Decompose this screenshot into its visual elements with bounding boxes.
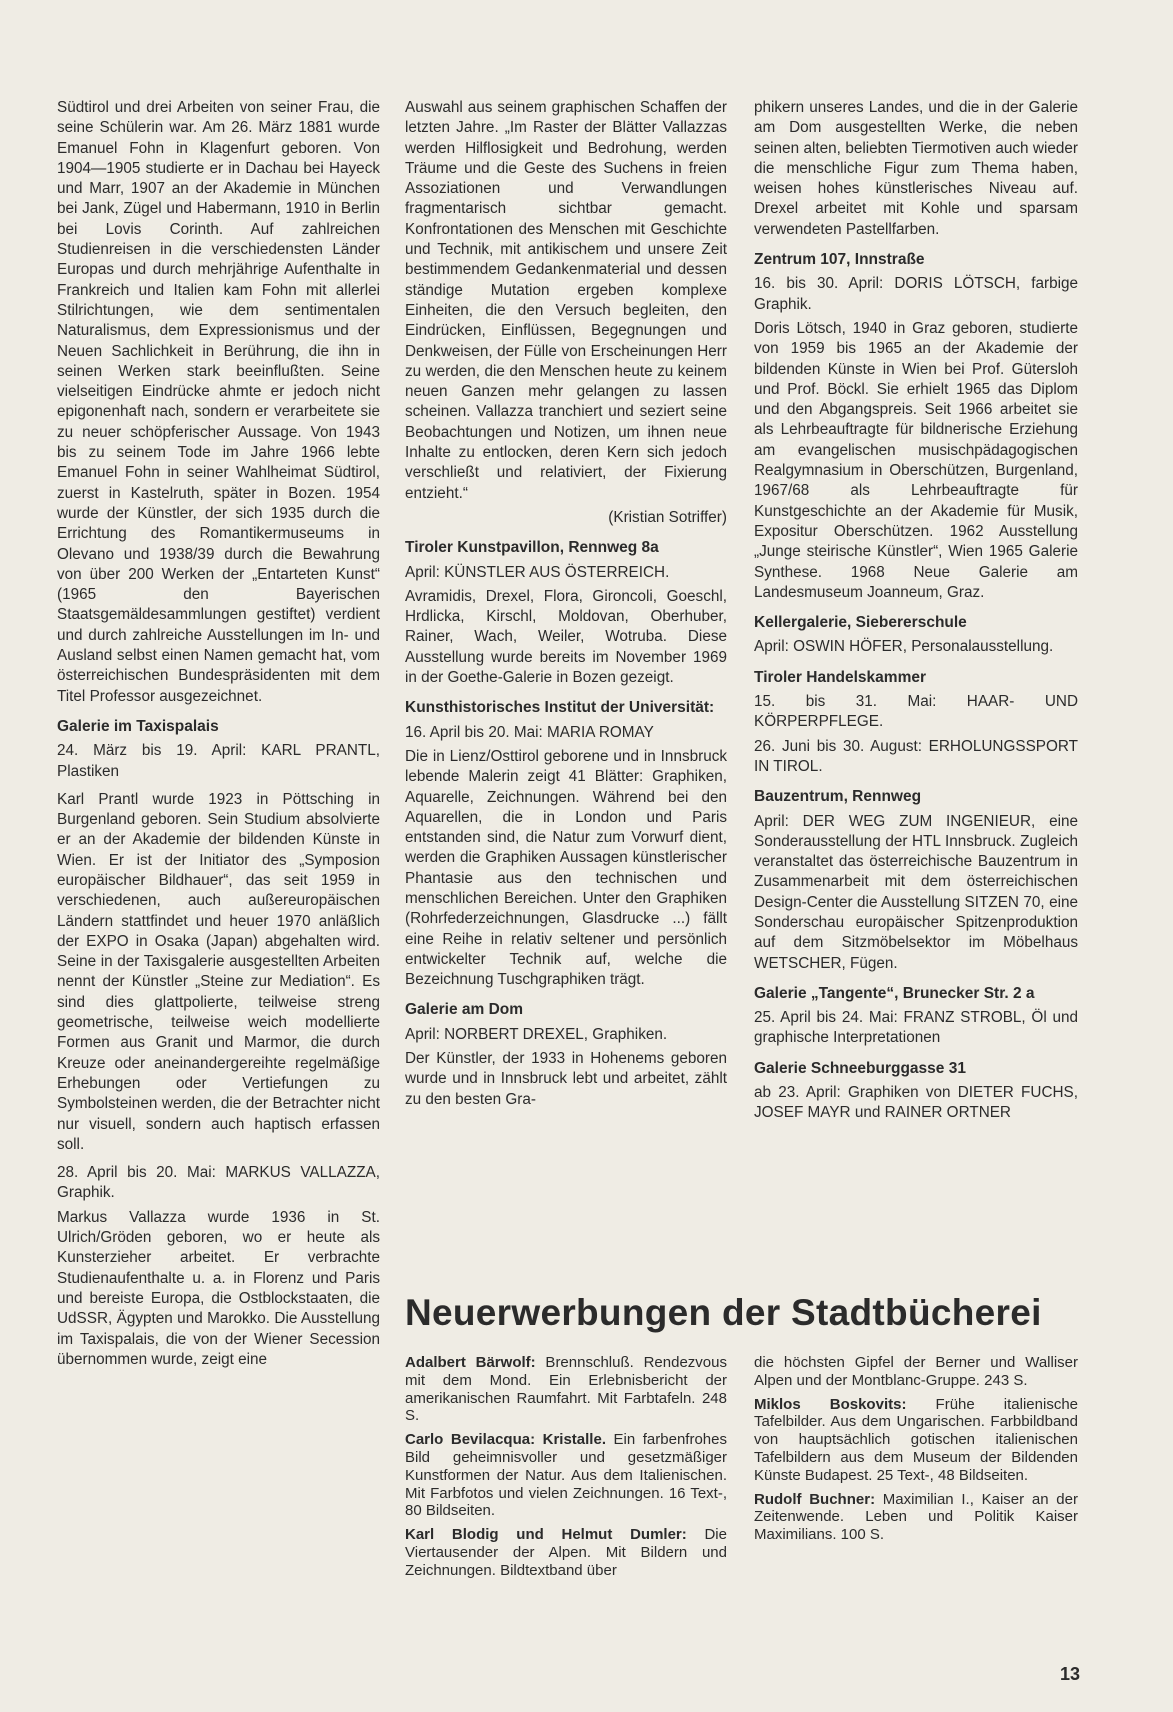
loetsch-text: Doris Lötsch, 1940 in Graz geboren, studierte von 1959 bis 1965 an der Akademie der bildenden Künste in Wien bei Prof. Gütersloh und Prof. Böckl. Sie erhielt 1965 das Diplom und den Abgangspreis. Seit 1966 arbeitet sie als Lehrbeauftragte für bildnerische Erziehung am evangelischen musischpädagogischen Realgymnasium in Oberschützen, Burgenland, 1967/68 als Lehrbeauftragte für Kunstgeschichte an der Akademie für Musik, Expositur Oberschützen. 1962 Ausstellung „Junge steirische Künstler“, Wien 1965 Galerie Synthese. 1968 Neue Galerie am Landesmuseum Joanneum, Graz. — [754, 319, 1078, 601]
handelskammer-june: 26. Juni bis 30. August: ERHOLUNGSSPORT IN TIROL. — [754, 737, 1078, 775]
page-number: 13 — [1059, 1664, 1080, 1684]
book-entry-continued: die höchsten Gipfel der Berner und Walliser Alpen und der Montblanc-Gruppe. 243 S. — [754, 1354, 1078, 1389]
kunstpavillon-dates: April: KÜNSTLER AUS ÖSTERREICH. — [405, 563, 670, 581]
book-description: Maximilian I., Kaiser an der Zeitenwende. Leben und Politik Kaiser Maximilians. 100 S. — [754, 1490, 1078, 1544]
heading-kellergalerie: Kellergalerie, Siebererschule — [754, 614, 967, 632]
romay-dates: 16. April bis 20. Mai: MARIA ROMAY — [405, 723, 654, 741]
prantl-text: Karl Prantl wurde 1923 in Pöttsching in Burgenland geboren. Sein Studium absolvierte er an der Akademie der bildenden Künste in Wien. Er ist der Initiator des „Symposion europäischer Bildhauer“, das seit 1959 in verschiedenen, auch außereuropäischen Ländern stattfindet und heuer 1970 anläßlich der EXPO in Osaka (Japan) abgehalten wird. Seine in der Taxisgalerie ausgestellten Arbeiten nennt der Künstler „Steine zur Mediation“. Es sind dies glattpolierte, teilweise streng geometrische, teilweise weich modellierte Formen aus Granit und Marmor, die durch Kreuze oder aneinandergereihte regelmäßige Erhebungen oder Vertiefungen zu Symbolsteinen werden, die der Betrachter nicht nur visuell, sondern auch haptisch erfassen soll. — [57, 790, 380, 1153]
heading-zentrum-107: Zentrum 107, Innstraße — [754, 251, 925, 269]
book-list-left — [405, 1354, 727, 1586]
heading-galerie-am-dom: Galerie am Dom — [405, 1001, 524, 1019]
heading-galerie-taxispalais: Galerie im Taxispalais — [57, 717, 219, 735]
book-author: Rudolf Buchner: — [754, 1490, 876, 1508]
column-left — [57, 98, 380, 1378]
book-description: Brennschluß. Rendezvous mit dem Mond. Ein Erlebnisbericht der amerikanischen Raumfahrt. Mit Farbtafeln. 248 S. — [405, 1354, 727, 1425]
book-author: Miklos Boskovits: — [754, 1395, 907, 1413]
loetsch-dates: 16. bis 30. April: DORIS LÖTSCH, farbige Graphik. — [754, 275, 1078, 313]
book-entry — [754, 1491, 1078, 1544]
kunstpavillon-text: Avramidis, Drexel, Flora, Gironcoli, Goeschl, Hrdlicka, Kirschl, Moldovan, Oberhuber, Rainer, Wach, Weiler, Wotruba. Diese Ausstellung wurde bereits im November 1969 in der Goethe-Galerie in Bozen gezeigt. — [405, 587, 727, 687]
fohn-biography: Südtirol und drei Arbeiten von seiner Frau, die seine Schülerin war. Am 26. März 1881 wurde Emanuel Fohn in Klagenfurt geboren. Von 1904—1905 studierte er in Dachau bei Hayeck und Marr, 1907 an der Akademie in München bei Jank, Zügel und Habermann, 1910 in Berlin bei Lovis Corinth. Auf zahlreichen Studienreisen in die verschiedensten Länder Europas und durch mehrjährige Aufenthalte in Frankreich und Italien kam Fohn mit allerlei Stilrichtungen, wie dem sentimentalen Naturalismus, dem Expressionismus und der Neuen Sachlichkeit in Berührung, die ihn in seinen Werken stark beeinflußten. Seine vielseitigen Eindrücke ahmte er jedoch nicht epigonenhaft nach, sondern er verarbeitete sie zu neuer schöpferischer Aussage. Von 1943 bis zu seinem Tode im Jahre 1966 lebte Emanuel Fohn in seiner Wahlheimat Südtirol, zuerst in Kastelruth, später in Bozen. 1954 wurde der Künstler, der sich 1935 durch die Errichtung des Romantikermuseums in Olevano und 1938/39 durch die Bewahrung von über 200 Werken der „Entarteten Kunst“ (1965 den Bayerischen Staatsgemäldesammlungen gestiftet) verdient und durch zahlreiche Ausstellungen im In- und Ausland selbst einen Namen gemacht hat, vom österreichischen Bundespräsidenten mit dem Titel Professor ausgezeichnet. — [57, 99, 380, 705]
book-author: Karl Blodig und Helmut Dumler: — [405, 1526, 687, 1544]
book-description: Die Viertausender der Alpen. Mit Bildern und Zeichnungen. Bildtextband über — [405, 1526, 727, 1579]
heading-handelskammer: Tiroler Handelskammer — [754, 668, 927, 686]
vallazza-dates: 28. April bis 20. Mai: MARKUS VALLAZZA, Graphik. — [57, 1164, 380, 1202]
schneeburggasse-text: ab 23. April: Graphiken von DIETER FUCHS, JOSEF MAYR und RAINER ORTNER — [754, 1084, 1078, 1122]
drexel-dates: April: NORBERT DREXEL, Graphiken. — [405, 1025, 668, 1043]
book-description: Frühe italienische Tafelbilder. Aus dem Ungarischen. Farbbildband von hauptsächlich gotischen italienischen Tafelbildern aus dem Museum der Bildenden Künste Budapest. 25 Text-, 48 Bildseiten. — [754, 1395, 1079, 1484]
book-entry — [405, 1354, 727, 1425]
hoefer-text: April: OSWIN HÖFER, Personalausstellung. — [754, 638, 1054, 656]
book-author: Adalbert Bärwolf: — [405, 1354, 536, 1371]
section-title: Neuerwerbungen der Stadtbücherei — [405, 1292, 1042, 1333]
romay-text: Die in Lienz/Osttirol geborene und in Innsbruck lebende Malerin zeigt 41 Blätter: Graphiken, Aquarelle, Zeichnungen. Während bei den Aquarellen, die in London und Paris entstanden sind, die Natur zum Vorwurf dient, werden die Graphiken Aussagen künstlerischer Phantasie aus den technischen und menschlichen Bereichen. Unter den Graphiken (Rohrfederzeichnungen, Glasdrucke ...) fällt eine Reihe in relativ seltener und persönlich entwickelter Technik auf, welche die Bezeichnung Tuschgraphiken trägt. — [405, 747, 727, 989]
strobl-text: 25. April bis 24. Mai: FRANZ STROBL, Öl und graphische Interpretationen — [754, 1009, 1078, 1047]
book-entry — [405, 1431, 727, 1520]
book-list-right — [754, 1354, 1078, 1550]
book-entry — [754, 1396, 1078, 1485]
column-right — [754, 98, 1078, 1132]
vallazza-quote: Auswahl aus seinem graphischen Schaffen der letzten Jahre. „Im Raster der Blätter Vallazzas werden Hilflosigkeit und Bedrohung, werden Träume und die Geste des Suchens in freien Assoziationen und Verwandlungen fragmentarisch sichtbar gemacht. Konfrontationen des Menschen mit Geschichte und Technik, mit antikischem und unsere Zeit bestimmendem Gedankenmaterial und dessen ständige Mutation ergeben komplexe Einheiten, die den Versuch begleiten, den Eindrücken, Einflüssen, Begegnungen und Denkweisen, der Fülle von Erscheinungen Herr zu werden, die den Menschen heute zu keinem neuen Ganzen mehr gelangen zu lassen scheinen. Vallazza tranchiert und seziert seine Beobachtungen und Notizen, um ihnen neue Inhalte zu entlocken, deren Kern sich jedoch verschließt und relativiert, der Fixierung entzieht.“ — [405, 99, 727, 502]
heading-bauzentrum: Bauzentrum, Rennweg — [754, 788, 922, 806]
drexel-text: Der Künstler, der 1933 in Hohenems geboren wurde und in Innsbruck lebt und arbeitet, zählt zu den besten Gra- — [405, 1050, 727, 1108]
bauzentrum-text: April: DER WEG ZUM INGENIEUR, eine Sonderausstellung der HTL Innsbruck. Zugleich veranstaltet das österreichische Bauzentrum in Zusammenarbeit mit dem österreichischen Design-Center die Ausstellung SITZEN 70, eine Sonderschau europäischer Spitzenproduktion auf dem Sitzmöbelsektor im Möbelhaus WETSCHER, Fügen. — [754, 812, 1078, 972]
prantl-dates: 24. März bis 19. April: KARL PRANTL, Plastiken — [57, 742, 380, 780]
column-middle — [405, 98, 727, 1118]
book-entry — [405, 1526, 727, 1579]
vallazza-text: Markus Vallazza wurde 1936 in St. Ulrich/Gröden geboren, wo er heute als Kunsterzieher arbeitet. Er verbrachte Studienaufenthalte u. a. in Florenz und Paris und bereiste Europa, die Ostblockstaaten, die UdSSR, Ägypten und Marokko. Die Ausstellung im Taxispalais, die von der Wiener Secession übernommen wurde, zeigt eine — [57, 1208, 380, 1368]
book-author: Carlo Bevilacqua: Kristalle. — [405, 1431, 606, 1449]
quote-author: (Kristian Sotriffer) — [608, 508, 727, 526]
handelskammer-may: 15. bis 31. Mai: HAAR- UND KÖRPERPFLEGE. — [754, 693, 1078, 731]
book-description: Ein farbenfrohes Bild geheimnisvoller und gesetzmäßiger Kunstformen der Natur. Aus dem Italienischen. Mit Farbfotos und vielen Zeichnungen. 16 Text-, 80 Bildseiten. — [405, 1431, 727, 1520]
heading-galerie-tangente: Galerie „Tangente“, Brunecker Str. 2 a — [754, 984, 1035, 1002]
drexel-text-continued: phikern unseres Landes, und die in der Galerie am Dom ausgestellten Werke, die neben seinen alten, beliebten Tiermotiven auch wieder die menschliche Figur zum Thema haben, weisen hohes künstlerisches Niveau auf. Drexel arbeitet mit Kohle und sparsam verwendeten Pastellfarben. — [754, 99, 1078, 238]
heading-kunsthistorisches-institut: Kunsthistorisches Institut der Universität: — [405, 699, 715, 717]
heading-kunstpavillon: Tiroler Kunstpavillon, Rennweg 8a — [405, 539, 659, 557]
heading-schneeburggasse: Galerie Schneeburggasse 31 — [754, 1059, 966, 1077]
